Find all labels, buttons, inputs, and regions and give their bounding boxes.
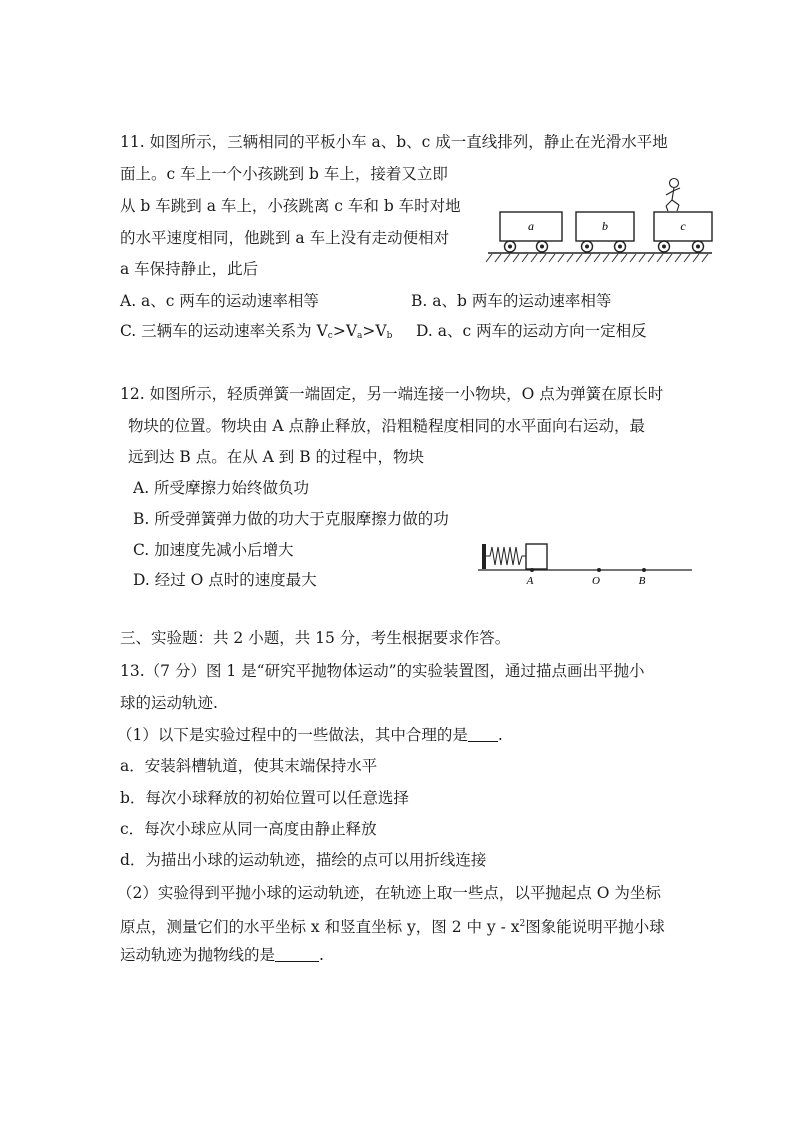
q12-option-c: C. 加速度先减小后增大 bbox=[133, 541, 294, 559]
q13-part-1: （1）以下是实验过程中的一些做法，其中合理的是 . bbox=[117, 726, 503, 744]
q12-stem-line-1: 12. 如图所示，轻质弹簧一端固定，另一端连接一小物块，O 点为弹簧在原长时 bbox=[120, 385, 664, 403]
cart-b bbox=[576, 212, 634, 252]
q11-carts-figure bbox=[484, 174, 716, 266]
q11-stem-line-2: 面上。c 车上一个小孩跳到 b 车上，接着又立即 bbox=[120, 165, 448, 183]
q12-option-d: D. 经过 O 点时的速度最大 bbox=[133, 571, 317, 589]
q13-part-2-line-1: （2）实验得到平抛小球的运动轨迹，在轨迹上取一些点，以平抛起点 O 为坐标 bbox=[117, 884, 661, 902]
point-o-label: O bbox=[592, 575, 600, 587]
answer-blank-1 bbox=[468, 727, 498, 742]
q11-stem-line-1: 11. 如图所示，三辆相同的平板小车 a、b、c 成一直线排列，静止在光滑水平地 bbox=[120, 133, 668, 151]
q13-part-2-line-3: 运动轨迹为抛物线的是 . bbox=[120, 946, 324, 964]
point-b-label: B bbox=[638, 575, 646, 587]
cart-c-label: c bbox=[680, 219, 686, 233]
point-a-label: A bbox=[526, 575, 534, 587]
q11-stem-line-4: 的水平速度相同，他跳到 a 车上没有走动便相对 bbox=[120, 229, 450, 247]
child-figure bbox=[666, 179, 680, 212]
section-heading: 三、实验题：共 2 小题，共 15 分，考生根据要求作答。 bbox=[120, 629, 511, 647]
q12-stem-line-3: 远到达 B 点。在从 A 到 B 的过程中，物块 bbox=[128, 448, 425, 466]
point-b-dot bbox=[642, 568, 646, 572]
q11-option-a: A. a、c 两车的运动速率相等 bbox=[120, 292, 319, 310]
q13-option-b: b．每次小球释放的初始位置可以任意选择 bbox=[120, 789, 409, 807]
q13-stem-line-1: 13.（7 分）图 1 是“研究平抛物体运动”的实验装置图，通过描点画出平抛小 bbox=[120, 662, 645, 680]
q11-option-c: C. 三辆车的运动速率关系为 $V_c>V_a>V_b$ bbox=[120, 322, 393, 341]
q12-stem-line-2: 物块的位置。物块由 A 点静止释放，沿粗糙程度相同的水平面向右运动，最 bbox=[128, 417, 646, 435]
q11-option-d: D. a、c 两车的运动方向一定相反 bbox=[416, 322, 647, 340]
q13-option-d: d．为描出小球的运动轨迹，描绘的点可以用折线连接 bbox=[120, 851, 487, 869]
q11-stem-line-5: a 车保持静止，此后 bbox=[120, 260, 259, 278]
point-a-dot bbox=[530, 568, 534, 572]
answer-blank-2 bbox=[275, 947, 319, 962]
q11-stem-line-3: 从 b 车跳到 a 车上，小孩跳离 c 车和 b 车时对地 bbox=[120, 197, 461, 215]
cart-a-label: a bbox=[528, 219, 534, 233]
q13-part-2-line-2: 原点，测量它们的水平坐标 x 和竖直坐标 y，图 2 中 y - $x^2$图象能说明平抛小球 bbox=[120, 918, 665, 936]
q11-option-b: B. a、b 两车的运动速率相等 bbox=[411, 292, 612, 310]
point-o-dot bbox=[597, 568, 601, 572]
q13-stem-line-2: 球的运动轨迹. bbox=[120, 694, 218, 712]
cart-c bbox=[654, 212, 712, 252]
q12-spring-figure bbox=[476, 538, 696, 590]
block bbox=[526, 544, 547, 569]
q12-option-b: B. 所受弹簧弹力做的功大于克服摩擦力做的功 bbox=[133, 510, 449, 528]
spring bbox=[486, 547, 526, 565]
q13-option-c: c．每次小球应从同一高度由静止释放 bbox=[120, 820, 377, 838]
q13-option-a: a．安装斜槽轨道，使其末端保持水平 bbox=[120, 757, 378, 775]
q12-option-a: A. 所受摩擦力始终做负功 bbox=[133, 479, 310, 497]
cart-a bbox=[500, 212, 562, 252]
cart-b-label: b bbox=[602, 219, 608, 233]
